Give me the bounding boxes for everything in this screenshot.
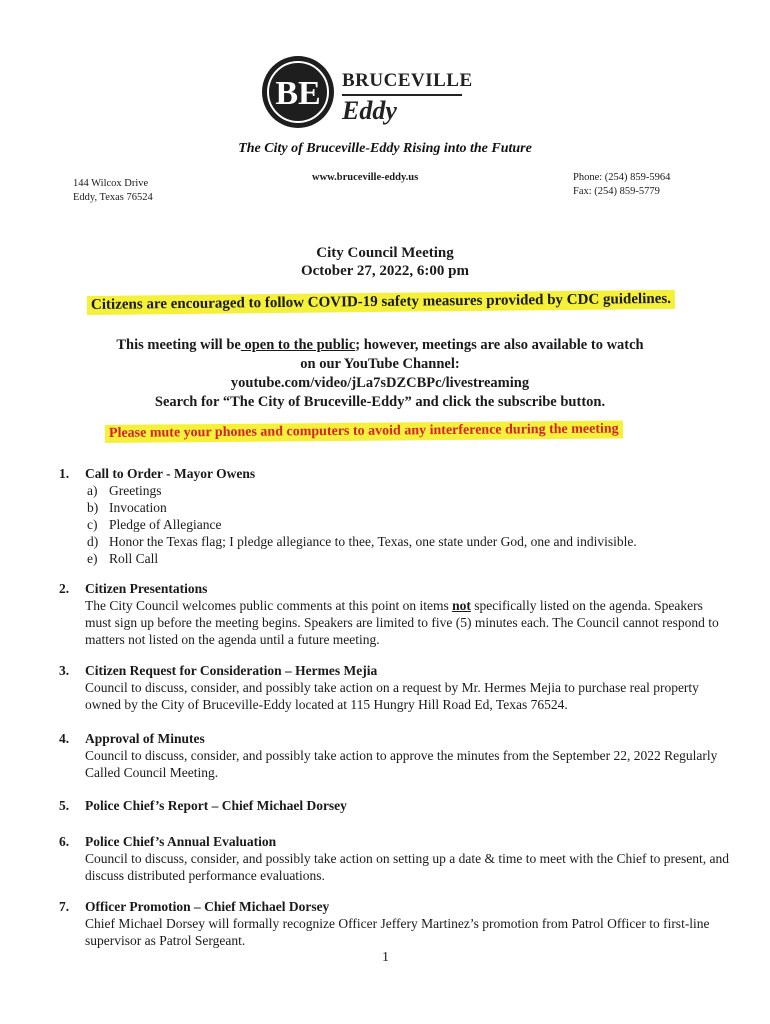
subscribe-instruction: Search for “The City of Bruceville-Eddy” and click the subscribe button. xyxy=(154,394,606,410)
item-heading: Call to Order - Mayor Owens xyxy=(85,466,256,481)
item-number: 5. xyxy=(59,798,70,813)
item-heading: Officer Promotion – Chief Michael Dorsey xyxy=(85,899,330,914)
item-number: 1. xyxy=(59,466,70,481)
fax-number: Fax: (254) 859-5779 xyxy=(573,186,660,197)
agenda-item-5 xyxy=(59,797,729,814)
city-contact xyxy=(573,171,670,199)
sub-item xyxy=(87,499,729,516)
logo-emblem-icon xyxy=(258,52,342,136)
item-body: Council to discuss, consider, and possibly take action on setting up a date & time to meet with the Chief to present, and discuss distributed performance evaluations. xyxy=(85,851,729,883)
page-number: 1 xyxy=(382,950,389,965)
public-access-line-2: on our YouTube Channel: xyxy=(300,356,460,372)
item-heading: Citizen Request for Consideration – Hermes Mejia xyxy=(85,663,378,678)
body-emphasis: not xyxy=(452,598,471,613)
item-heading: Police Chief’s Annual Evaluation xyxy=(85,834,277,849)
logo-name: BRUCEVILLE xyxy=(342,70,473,91)
open-post: ; however, meetings are also available to watch xyxy=(355,337,644,353)
logo-sub: Eddy xyxy=(342,96,397,125)
address-line-1: 144 Wilcox Drive xyxy=(73,178,149,189)
item-number: 3. xyxy=(59,663,70,678)
sub-text: Invocation xyxy=(109,500,167,515)
item-body: Council to discuss, consider, and possibly take action to approve the minutes from the September 22, 2022 Regularly Called Council Meeting. xyxy=(85,748,718,780)
sub-text: Greetings xyxy=(109,483,162,498)
logo-monogram: BE xyxy=(275,75,321,112)
item-number: 4. xyxy=(59,731,70,746)
agenda-item-6 xyxy=(59,833,729,884)
open-pre: This meeting will be xyxy=(116,337,241,353)
city-website: www.bruceville-eddy.us xyxy=(312,172,419,183)
sub-item xyxy=(87,550,729,567)
item-heading: Approval of Minutes xyxy=(85,731,205,746)
item-number: 7. xyxy=(59,899,70,914)
sub-letter: b) xyxy=(87,500,99,515)
item-body: Chief Michael Dorsey will formally recognize Officer Jeffery Martinez’s promotion from Patrol Officer to first-line supervisor as Patrol Sergeant. xyxy=(85,916,710,948)
sub-item xyxy=(87,482,729,499)
agenda-item-4 xyxy=(59,730,729,781)
sub-item xyxy=(87,533,729,550)
sub-text: Honor the Texas flag; I pledge allegiance to thee, Texas, one state under God, one and indivisible. xyxy=(109,534,637,549)
youtube-link: youtube.com/video/jLa7sDZCBPc/livestreaming xyxy=(230,375,530,391)
item-number: 6. xyxy=(59,834,70,849)
public-access-notice xyxy=(0,336,760,412)
open-to-public: open to the public xyxy=(240,337,356,353)
phone-number: Phone: (254) 859-5964 xyxy=(573,172,671,183)
city-address xyxy=(73,177,153,205)
item-heading: Police Chief’s Report – Chief Michael Dorsey xyxy=(85,798,347,813)
sub-letter: a) xyxy=(87,483,98,498)
agenda-item-1 xyxy=(59,465,729,567)
body-pre: The City Council welcomes public comments at this point on items xyxy=(85,598,453,613)
agenda-item-3 xyxy=(59,662,729,713)
sub-text: Pledge of Allegiance xyxy=(109,517,222,532)
public-access-line-1 xyxy=(0,336,760,355)
covid-notice: Citizens are encouraged to follow COVID-19 safety measures provided by CDC guidelines. xyxy=(87,290,675,315)
agenda-item-7 xyxy=(59,898,729,949)
body-post: specifically listed on the agenda. Speakers must sign up before the meeting begins. Speakers are limited to five (5) minutes each. The Council cannot respond to matters not listed on the agenda until a future meeting. xyxy=(85,598,719,647)
meeting-heading xyxy=(0,244,770,280)
meeting-date: October 27, 2022, 6:00 pm xyxy=(300,263,470,279)
item-heading: Citizen Presentations xyxy=(85,581,208,596)
meeting-title: City Council Meeting xyxy=(316,245,454,261)
sub-letter: d) xyxy=(87,534,99,549)
city-tagline: The City of Bruceville-Eddy Rising into the Future xyxy=(238,141,532,156)
sub-letter: e) xyxy=(87,551,98,566)
item-number: 2. xyxy=(59,581,70,596)
sub-letter: c) xyxy=(87,517,98,532)
sub-item xyxy=(87,516,729,533)
item-body xyxy=(85,597,729,648)
mute-notice: Please mute your phones and computers to avoid any interference during the meeting xyxy=(105,420,623,443)
agenda-item-2 xyxy=(59,580,729,648)
city-logo xyxy=(258,52,473,132)
sub-text: Roll Call xyxy=(109,551,159,566)
item-body: Council to discuss, consider, and possibly take action on a request by Mr. Hermes Mejia to purchase real property owned by the City of Bruceville-Eddy located at 115 Hungry Hill Road Ed, Texas 76524. xyxy=(85,680,699,712)
address-line-2: Eddy, Texas 76524 xyxy=(73,192,153,203)
